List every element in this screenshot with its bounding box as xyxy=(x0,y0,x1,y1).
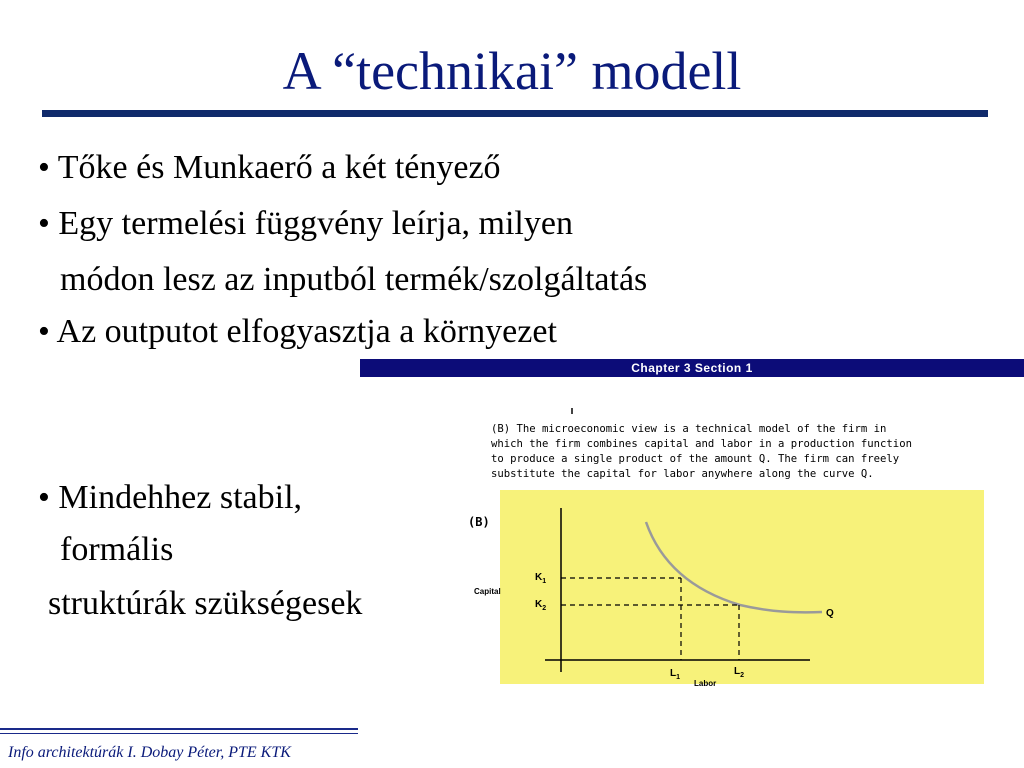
bullet-stable-structures-cont1: formális xyxy=(60,531,174,568)
bullet-stable-structures: • Mindehhez stabil, xyxy=(38,479,303,516)
figure-caption xyxy=(491,422,1011,482)
bullet-output-consumed: • Az outputot elfogyasztja a környezet xyxy=(38,313,557,350)
bullet-production-function-cont: módon lesz az inputból termék/szolgáltatás xyxy=(60,261,648,298)
chapter-header-bar xyxy=(360,359,1024,377)
isoquant-diagram xyxy=(468,490,988,690)
caption-line: substitute the capital for labor anywhere along the curve Q. xyxy=(491,468,874,480)
l2-label: $L_2$ xyxy=(734,666,745,679)
x-axis-label: Labor xyxy=(694,679,717,688)
isoquant-curve xyxy=(646,522,822,612)
bullet-stable-structures-cont2: struktúrák szükségesek xyxy=(48,585,363,622)
footer-rule xyxy=(0,728,358,730)
curve-label: Q xyxy=(826,608,834,619)
slide-title: A “technikai” modell xyxy=(282,41,742,101)
caption-line: (B) The microeconomic view is a technical model of the firm in xyxy=(491,423,887,435)
bullet-production-function: • Egy termelési függvény leírja, milyen xyxy=(38,205,573,242)
footer-rule-thin xyxy=(0,733,358,734)
y-axis-label: Capital xyxy=(474,587,501,596)
footer-text: Info architektúrák I. Dobay Péter, PTE KTK xyxy=(8,744,291,761)
chapter-header-label: Chapter 3 Section 1 xyxy=(631,361,753,375)
panel-label: (B) xyxy=(468,515,490,529)
caption-line: which the firm combines capital and labor in a production function xyxy=(491,438,912,450)
k1-label: $K_1$ xyxy=(535,572,547,585)
l1-label: $L_1$ xyxy=(670,668,681,681)
title-underline xyxy=(42,110,988,117)
k2-label: $K_2$ xyxy=(535,599,547,612)
stray-mark xyxy=(571,408,573,414)
bullet-capital-labor: • Tőke és Munkaerő a két tényező xyxy=(38,149,501,186)
caption-line: to produce a single product of the amount Q. The firm can freely xyxy=(491,453,900,465)
